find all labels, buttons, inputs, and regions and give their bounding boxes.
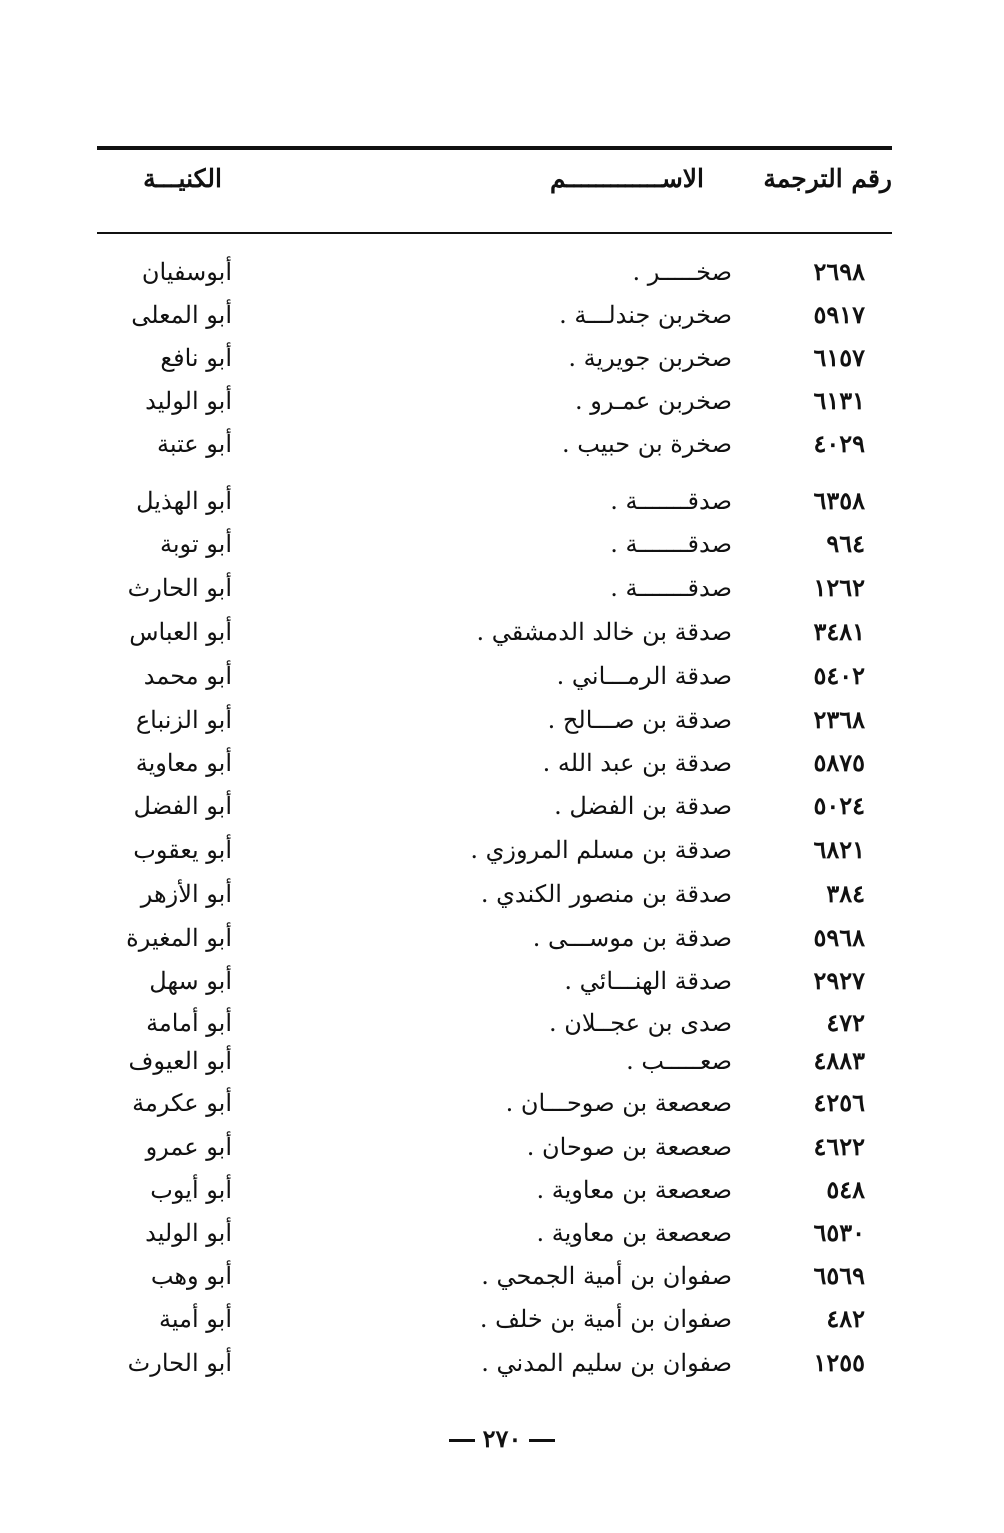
person-name: صدقة بن الفضل .	[554, 792, 732, 820]
table-row	[97, 700, 892, 740]
kunya: أبو الوليد	[145, 1219, 232, 1247]
person-name: صدقـــــــة .	[610, 487, 732, 515]
kunya: أبو يعقوب	[133, 836, 232, 864]
kunya: أبو سهل	[149, 967, 232, 995]
translation-number: ٢٦٩٨	[813, 257, 865, 286]
person-name: صدقة بن موســـى .	[532, 924, 732, 952]
table-row	[97, 1299, 892, 1339]
table-row	[97, 1127, 892, 1167]
table-row	[97, 1213, 892, 1253]
table-row	[97, 961, 892, 1001]
top-rule	[97, 146, 892, 150]
table-row	[97, 568, 892, 608]
table-row	[97, 1256, 892, 1296]
translation-number: ٣٨٤	[826, 879, 865, 908]
kunya: أبو المعلى	[131, 301, 232, 329]
person-name: صعصعة بن معاوية .	[536, 1219, 732, 1247]
kunya: أبو الهذيل	[136, 487, 232, 515]
kunya: أبو أمامة	[146, 1009, 232, 1037]
kunya: أبو نافع	[160, 344, 232, 372]
translation-number: ٥٤٠٢	[813, 661, 865, 690]
translation-number: ٢٩٢٧	[813, 966, 865, 995]
translation-number: ٣٤٨١	[813, 617, 865, 646]
person-name: صدقة بن مسلم المروزي .	[470, 836, 732, 864]
translation-number: ٤٠٢٩	[813, 429, 865, 458]
translation-number: ٤٦٢٢	[813, 1132, 865, 1161]
translation-number: ١٢٦٢	[813, 573, 865, 602]
person-name: صخرة بن حبيب .	[561, 430, 732, 458]
person-name: صدقـــــــة .	[610, 574, 732, 602]
table-row	[97, 918, 892, 958]
person-name: صخربن جويرية .	[568, 344, 732, 372]
translation-number: ٤٨٨٣	[813, 1046, 865, 1075]
table-row	[97, 1170, 892, 1210]
table-row	[97, 743, 892, 783]
footer-dash-left	[529, 1439, 555, 1442]
person-name: صدقة الهنـــائي .	[564, 967, 732, 995]
table-row	[97, 481, 892, 521]
translation-number: ٥٩٦٨	[813, 923, 865, 952]
person-name: صعصعة بن صوحان .	[526, 1133, 732, 1161]
kunya: أبو الفضل	[133, 792, 232, 820]
person-name: صخربن عمـرو .	[574, 387, 732, 415]
table-row	[97, 381, 892, 421]
kunya: أبو توبة	[160, 530, 232, 558]
table-row	[97, 612, 892, 652]
kunya: أبو وهب	[150, 1262, 232, 1290]
translation-number: ١٢٥٥	[813, 1348, 865, 1377]
person-name: صفوان بن أمية بن خلف .	[479, 1305, 732, 1333]
person-name: صدقة بن منصور الكندي .	[480, 880, 732, 908]
kunya: أبو الحارث	[127, 574, 232, 602]
header-rule	[97, 232, 892, 234]
translation-number: ٦٥٦٩	[813, 1261, 865, 1290]
person-name: صعصعة بن معاوية .	[536, 1176, 732, 1204]
kunya: أبوسفيان	[141, 258, 232, 286]
translation-number: ٤٢٥٦	[813, 1088, 865, 1117]
header-name: الاســـــــــــــم	[549, 164, 704, 193]
table-row	[97, 252, 892, 292]
footer-dash-right	[449, 1439, 475, 1442]
person-name: صفوان بن سليم المدني .	[481, 1349, 732, 1377]
table-row	[97, 874, 892, 914]
table-row	[97, 830, 892, 870]
person-name: صدقـــــــة .	[610, 530, 732, 558]
kunya: أبو العيوف	[128, 1047, 232, 1075]
person-name: صدى بن عجــلان .	[548, 1009, 732, 1037]
kunya: أبو عتبة	[156, 430, 232, 458]
translation-number: ٥٨٧٥	[813, 748, 865, 777]
translation-number: ٦١٥٧	[813, 343, 865, 372]
kunya: أبو أمية	[158, 1305, 232, 1333]
page-footer	[0, 1424, 1004, 1453]
translation-number: ٥٩١٧	[813, 300, 865, 329]
person-name: صدقة بن صـــالح .	[547, 706, 732, 734]
kunya: أبو العباس	[129, 618, 232, 646]
table-row	[97, 656, 892, 696]
page-number: ٢٧٠	[482, 1424, 522, 1453]
translation-number: ٦٣٥٨	[813, 486, 865, 515]
header-kunya: الكنيـــة	[143, 164, 222, 193]
kunya: أبو أيوب	[150, 1176, 232, 1204]
table-row	[97, 424, 892, 464]
translation-number: ٤٨٢	[826, 1304, 865, 1333]
translation-number: ٤٧٢	[826, 1008, 865, 1037]
table-row	[97, 338, 892, 378]
translation-number: ٥٤٨	[826, 1175, 865, 1204]
kunya: أبو المغيرة	[126, 924, 232, 952]
person-name: صدقة بن خالد الدمشقي .	[476, 618, 732, 646]
header-translation-number: رقم الترجمة	[763, 164, 892, 193]
person-name: صعـــــب .	[626, 1047, 732, 1075]
kunya: أبو الأزهر	[140, 880, 232, 908]
translation-number: ٦٨٢١	[813, 835, 865, 864]
kunya: أبو معاوية	[135, 749, 232, 777]
kunya: أبو الوليد	[145, 387, 232, 415]
translation-number: ٢٣٦٨	[813, 705, 865, 734]
kunya: أبو محمد	[143, 662, 232, 690]
person-name: صخـــــر .	[632, 258, 732, 286]
table-row	[97, 786, 892, 826]
kunya: أبو عكرمة	[132, 1089, 232, 1117]
person-name: صخربن جندلـــة .	[559, 301, 732, 329]
person-name: صعصعة بن صوحـــان .	[505, 1089, 732, 1117]
translation-number: ٩٦٤	[826, 529, 865, 558]
kunya: أبو الزنباع	[135, 706, 232, 734]
kunya: أبو عمرو	[145, 1133, 232, 1161]
table-row	[97, 1003, 892, 1043]
table-row	[97, 1343, 892, 1383]
person-name: صفوان بن أمية الجمحي .	[481, 1262, 732, 1290]
translation-number: ٥٠٢٤	[813, 791, 865, 820]
table-row	[97, 1083, 892, 1123]
kunya: أبو الحارث	[127, 1349, 232, 1377]
table-row	[97, 295, 892, 335]
translation-number: ٦٥٣٠	[813, 1218, 865, 1247]
translation-number: ٦١٣١	[813, 386, 865, 415]
person-name: صدقة بن عبد الله .	[542, 749, 732, 777]
table-row	[97, 1041, 892, 1081]
table-row	[97, 524, 892, 564]
person-name: صدقة الرمـــاني .	[556, 662, 732, 690]
